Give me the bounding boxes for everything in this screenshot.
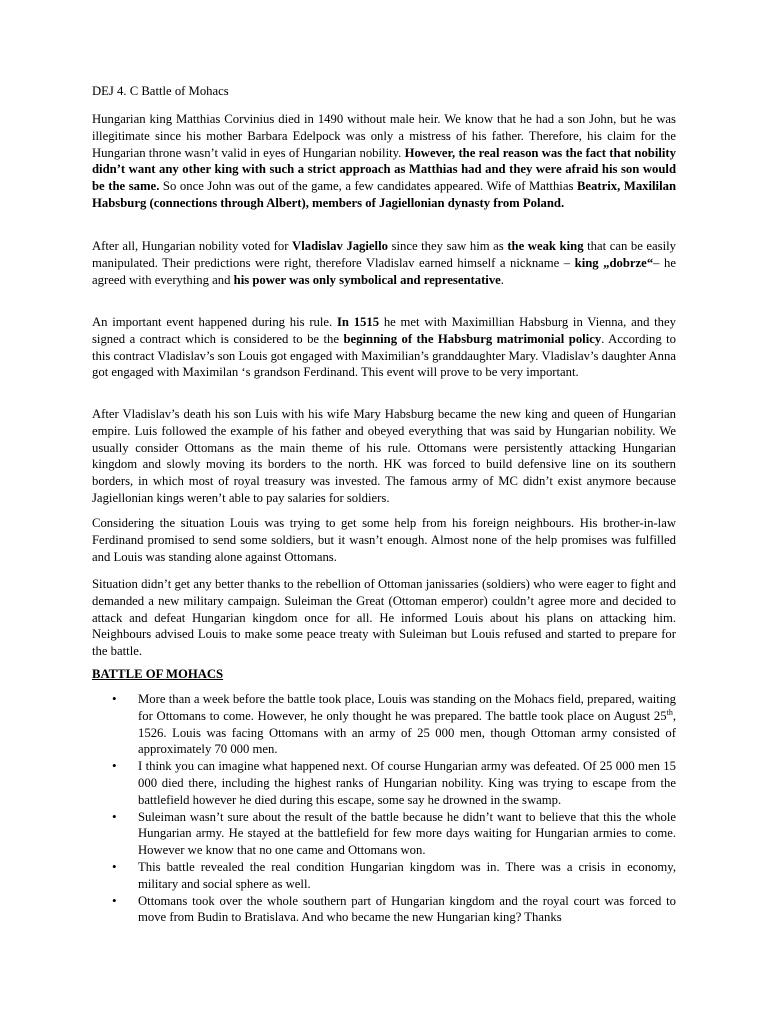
- bold-text-run: Beatrix, Maxililan Habsburg (connections through Albert), members of Jagiellonian dynasty from Poland.: [92, 179, 677, 210]
- paragraph-janissaries: Situation didn’t get any better thanks to the rebellion of Ottoman janissaries (soldiers) who were eager to fight and demanded a new military campaign. Suleiman the Great (Ottoman emperor) couldn’t agree more and decided to attack and defeat Hungarian kingdom once for all. He informed Louis about his plans on attacking him. Neighbours advised Louis to make some peace treaty with Suleiman but Louis refused and started to prepare for the battle.: [92, 577, 676, 659]
- text-run: since they saw him as: [387, 239, 508, 253]
- list-item: • Suleiman wasn’t sure about the result of the battle because he didn’t want to believe that this the whole Hungarian army. He stayed at the battlefield for few more days waiting for Hungarian armies to come. However we know that no one came and Ottomans won.: [92, 809, 676, 859]
- bold-text-run: the weak king: [507, 239, 584, 253]
- bold-text-run: However, the real reason was the fact that nobility didn’t want any other king with such a strict approach as Matthias had and they were afraid his son would be the same.: [92, 145, 676, 194]
- text-run: More than a week before the battle took place, Louis was standing on the Mohacs field, prepared, waiting for Ottomans to come. However, he only thought he was prepared. The battle took place on August 25: [138, 692, 676, 723]
- list-item: • I think you can imagine what happened next. Of course Hungarian army was defeated. Of 25 000 men 15 000 died there, including the highest ranks of Hungarian nobility. King was trying to escape from the battlefield however he died during this escape, some say he drowned in the swamp.: [92, 758, 676, 808]
- paragraph-succession: [92, 111, 676, 212]
- text-run: he met with Maximillian Habsburg in Vienna, and they signed a contract which is considered to be the: [92, 315, 676, 346]
- bold-text-run: Vladislav Jagiello: [292, 239, 388, 253]
- paragraph-habsburg-contract: [92, 314, 676, 381]
- list-item: • This battle revealed the real condition Hungarian kingdom was in. There was a crisis in economy, military and social sphere as well.: [92, 859, 676, 893]
- text-run: that can be easily manipulated. Their predictions were right, therefore Vladislav earned himself a nickname –: [92, 239, 677, 270]
- bold-text-run: his power was only symbolical and representative: [233, 272, 501, 287]
- text-run: .: [500, 272, 504, 287]
- text-run: . According to this contract Vladislav’s son Louis got engaged with Maximilian’s granddaughter Mary. Vladislav’s daughter Anna got engaged with Maximilan ‘s grandson Ferdinand. This event will prove to be very important.: [92, 331, 677, 380]
- text-run: So once John was out of the game, a few candidates appeared. Wife of Matthias: [159, 179, 577, 194]
- text-run: – he agreed with everything and: [92, 255, 676, 287]
- list-item: • Ottomans took over the whole southern part of Hungarian kingdom and the royal court was forced to move from Budin to Bratislava. And who became the new Hungarian king? Thanks: [92, 893, 676, 927]
- paragraph-foreign-help: Considering the situation Louis was trying to get some help from his foreign neighbours. His brother-in-law Ferdinand promised to send some soldiers, but it wasn’t enough. Almost none of the help promises was fulfilled and Louis was standing alone against Ottomans.: [92, 516, 676, 564]
- document-title: DEJ 4. C Battle of Mohacs: [92, 84, 229, 98]
- section-heading: BATTLE OF MOHACS: [92, 667, 224, 681]
- bold-text-run: In 1515: [336, 315, 380, 329]
- text-run: An important event happened during his rule.: [92, 315, 337, 329]
- bold-text-run: king „dobrze“: [574, 255, 654, 270]
- superscript: th: [666, 707, 673, 717]
- text-run: After all, Hungarian nobility voted for: [92, 239, 293, 253]
- paragraph-louis-rule: After Vladislav’s death his son Luis with his wife Mary Habsburg became the new king and queen of Hungarian empire. Luis followed the example of his father and obeyed everything that was said by Hungarian nobility. We usually consider Ottomans as the main theme of his rule. Ottomans were persistently attacking Hungarian kingdom and slowly moving its borders to the north. HK was forced to build defensive line on its southern borders, in which most of royal treasury was invested. The famous army of MC didn’t exist anymore because Jagiellonian kings weren’t able to pay salaries for soldiers.: [92, 407, 676, 505]
- text-run: Hungarian king Matthias Corvinius died in 1490 without male heir. We know that he had a son John, but he was illegitimate since his mother Barbara Edelpock was only a mistress of his father. Therefore, his claim for the Hungarian throne wasn’t valid in eyes of Hungarian nobility.: [92, 112, 676, 160]
- battle-bullet-list: [92, 691, 676, 926]
- text-run: , 1526. Louis was facing Ottomans with an army of 25 000 men, though Ottoman army consisted of approximately 70 000 men.: [138, 708, 676, 757]
- bold-text-run: beginning of the Habsburg matrimonial policy: [343, 331, 602, 346]
- paragraph-vladislav: [92, 238, 676, 288]
- list-item: [92, 691, 676, 758]
